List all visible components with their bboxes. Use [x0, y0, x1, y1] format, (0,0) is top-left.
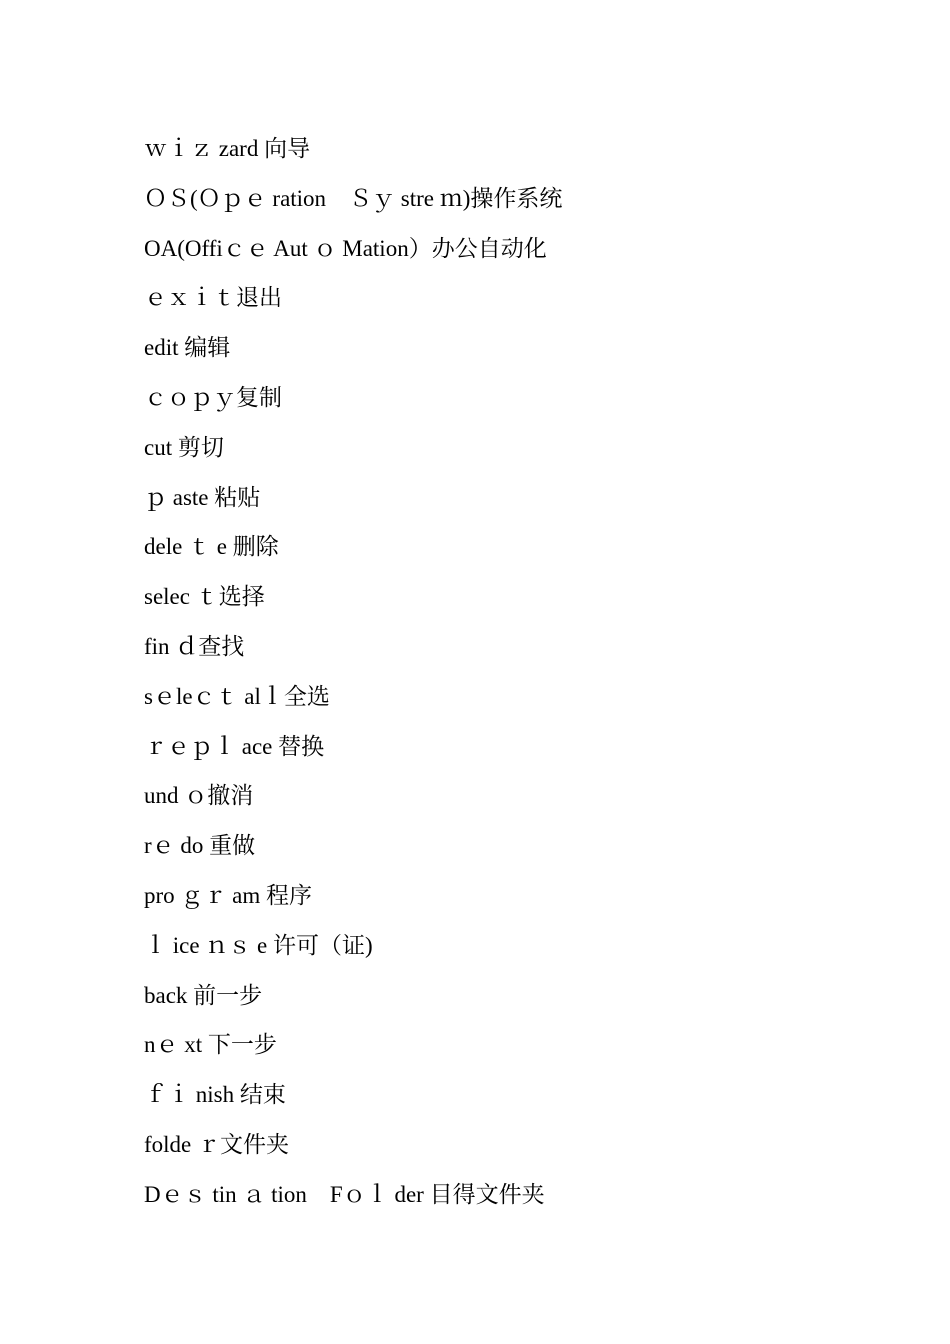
vocab-line-copy: ｃｏｐｙ复制 [144, 384, 282, 410]
vocab-line-select: selec ｔ选择 [144, 584, 265, 610]
vocab-line-next: nｅ xt 下一步 [144, 1032, 277, 1058]
vocab-line-paste: ｐ aste 粘贴 [144, 484, 261, 510]
vocab-line-back: back 前一步 [144, 982, 263, 1008]
vocab-line-exit: ｅｘｉｔ退出 [144, 285, 282, 311]
vocab-line-finish: ｆｉ nish 结束 [144, 1082, 286, 1108]
vocab-line-undo: und ｏ撤消 [144, 783, 254, 809]
vocab-line-folder: folde ｒ文件夹 [144, 1131, 290, 1157]
vocab-line-find: fin ｄ查找 [144, 633, 245, 659]
vocab-line-select-all: sｅleｃｔ alｌ全选 [144, 683, 330, 709]
vocab-line-os: ＯＳ(Ｏｐｅ ration Ｓｙ stre ｍ)操作系统 [144, 185, 563, 211]
vocab-line-oa: OA(Offiｃｅ Aut ｏ Mation）办公自动化 [144, 235, 547, 261]
vocab-line-edit: edit 编辑 [144, 335, 231, 361]
vocab-line-license: ｌ ice ｎｓ e 许可（证) [144, 932, 373, 958]
vocab-line-cut: cut 剪切 [144, 434, 224, 460]
vocab-line-wizard: ｗｉｚ zard 向导 [144, 136, 311, 161]
vocab-line-program: pro ｇｒ am 程序 [144, 882, 313, 908]
vocabulary-list [144, 134, 844, 1230]
vocab-line-delete: dele ｔ e 删除 [144, 534, 279, 560]
vocab-line-destination-folder: Dｅｓ tin ａ tion Fｏｌ der 目得文件夹 [144, 1181, 545, 1207]
vocab-line-replace: ｒｅｐｌ ace 替换 [144, 733, 325, 759]
vocab-line-redo: rｅ do 重做 [144, 833, 256, 859]
